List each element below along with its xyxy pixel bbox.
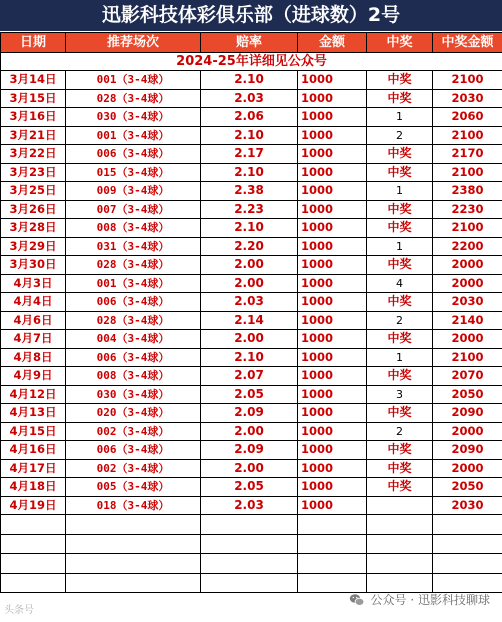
payout-cell: 2100 [433, 126, 502, 145]
date-cell: 3月25日 [1, 182, 66, 201]
tip-cell: 001（3-4球） [66, 71, 201, 90]
date-cell: 3月15日 [1, 89, 66, 108]
date-cell: 3月29日 [1, 237, 66, 256]
empty-cell [367, 534, 433, 554]
tip-cell: 001（3-4球） [66, 274, 201, 293]
empty-cell [298, 554, 367, 574]
date-cell: 4月18日 [1, 478, 66, 497]
payout-cell: 2140 [433, 311, 502, 330]
odds-cell: 2.03 [201, 293, 298, 312]
odds-cell: 2.00 [201, 274, 298, 293]
amount-cell: 1000 [298, 459, 367, 478]
result-cell: 中奖 [367, 367, 433, 386]
payout-cell: 2030 [433, 89, 502, 108]
result-cell: 中奖 [367, 71, 433, 90]
date-cell: 4月15日 [1, 422, 66, 441]
odds-cell: 2.00 [201, 330, 298, 349]
empty-cell [66, 554, 201, 574]
result-cell [367, 496, 433, 515]
amount-cell: 1000 [298, 330, 367, 349]
tip-cell: 028（3-4球） [66, 311, 201, 330]
empty-cell [201, 515, 298, 535]
tip-cell: 028（3-4球） [66, 89, 201, 108]
result-cell: 2 [367, 126, 433, 145]
header-odds: 赔率 [201, 33, 298, 53]
empty-cell [433, 573, 502, 593]
payout-cell: 2090 [433, 441, 502, 460]
result-cell: 中奖 [367, 330, 433, 349]
table-row [1, 478, 502, 497]
result-cell: 中奖 [367, 478, 433, 497]
result-cell: 2 [367, 422, 433, 441]
date-cell: 3月30日 [1, 256, 66, 275]
amount-cell: 1000 [298, 200, 367, 219]
tip-cell: 008（3-4球） [66, 219, 201, 238]
date-cell: 4月13日 [1, 404, 66, 423]
empty-cell [433, 534, 502, 554]
tip-cell: 030（3-4球） [66, 108, 201, 127]
payout-cell: 2050 [433, 385, 502, 404]
odds-cell: 2.14 [201, 311, 298, 330]
tip-cell: 009（3-4球） [66, 182, 201, 201]
odds-cell: 2.20 [201, 237, 298, 256]
header-date: 日期 [1, 33, 66, 53]
empty-cell [1, 573, 66, 593]
tip-cell: 031（3-4球） [66, 237, 201, 256]
empty-cell [201, 573, 298, 593]
empty-cell [66, 534, 201, 554]
date-cell: 4月19日 [1, 496, 66, 515]
empty-row [1, 515, 502, 535]
result-cell: 3 [367, 385, 433, 404]
table-row [1, 145, 502, 164]
payout-cell: 2050 [433, 478, 502, 497]
odds-cell: 2.09 [201, 404, 298, 423]
results-table [0, 32, 502, 593]
table-row [1, 200, 502, 219]
result-cell: 中奖 [367, 293, 433, 312]
table-row [1, 459, 502, 478]
amount-cell: 1000 [298, 237, 367, 256]
result-cell: 中奖 [367, 256, 433, 275]
payout-cell: 2030 [433, 293, 502, 312]
empty-row [1, 534, 502, 554]
amount-cell: 1000 [298, 126, 367, 145]
amount-cell: 1000 [298, 108, 367, 127]
watermark-left-text: 头条号 [4, 605, 34, 616]
odds-cell: 2.00 [201, 459, 298, 478]
empty-cell [1, 515, 66, 535]
empty-row [1, 554, 502, 574]
payout-cell: 2070 [433, 367, 502, 386]
table-row [1, 71, 502, 90]
date-cell: 4月9日 [1, 367, 66, 386]
amount-cell: 1000 [298, 367, 367, 386]
payout-cell: 2090 [433, 404, 502, 423]
table-row [1, 108, 502, 127]
empty-cell [201, 534, 298, 554]
payout-cell: 2230 [433, 200, 502, 219]
tip-cell: 028（3-4球） [66, 256, 201, 275]
table-row [1, 293, 502, 312]
result-cell: 中奖 [367, 441, 433, 460]
odds-cell: 2.23 [201, 200, 298, 219]
tip-cell: 015（3-4球） [66, 163, 201, 182]
date-cell: 3月21日 [1, 126, 66, 145]
table-row [1, 256, 502, 275]
amount-cell: 1000 [298, 274, 367, 293]
odds-cell: 2.09 [201, 441, 298, 460]
empty-cell [1, 554, 66, 574]
amount-cell: 1000 [298, 496, 367, 515]
table-row [1, 237, 502, 256]
amount-cell: 1000 [298, 441, 367, 460]
odds-cell: 2.00 [201, 422, 298, 441]
result-cell: 4 [367, 274, 433, 293]
odds-cell: 2.05 [201, 478, 298, 497]
amount-cell: 1000 [298, 219, 367, 238]
empty-cell [66, 515, 201, 535]
tip-cell: 018（3-4球） [66, 496, 201, 515]
result-cell: 1 [367, 348, 433, 367]
odds-cell: 2.03 [201, 496, 298, 515]
date-cell: 3月23日 [1, 163, 66, 182]
tip-cell: 007（3-4球） [66, 200, 201, 219]
date-cell: 3月16日 [1, 108, 66, 127]
odds-cell: 2.17 [201, 145, 298, 164]
payout-cell: 2380 [433, 182, 502, 201]
table-row [1, 274, 502, 293]
payout-cell: 2100 [433, 348, 502, 367]
tip-cell: 008（3-4球） [66, 367, 201, 386]
date-cell: 4月16日 [1, 441, 66, 460]
table-row [1, 367, 502, 386]
odds-cell: 2.06 [201, 108, 298, 127]
tip-cell: 020（3-4球） [66, 404, 201, 423]
odds-cell: 2.07 [201, 367, 298, 386]
table-row [1, 311, 502, 330]
amount-cell: 1000 [298, 89, 367, 108]
result-cell: 1 [367, 237, 433, 256]
tip-cell: 001（3-4球） [66, 126, 201, 145]
result-cell: 中奖 [367, 404, 433, 423]
amount-cell: 1000 [298, 385, 367, 404]
table-row [1, 126, 502, 145]
date-cell: 3月28日 [1, 219, 66, 238]
odds-cell: 2.10 [201, 163, 298, 182]
date-cell: 4月8日 [1, 348, 66, 367]
tip-cell: 002（3-4球） [66, 459, 201, 478]
result-cell: 1 [367, 182, 433, 201]
table-row [1, 422, 502, 441]
payout-cell: 2000 [433, 274, 502, 293]
date-cell: 4月6日 [1, 311, 66, 330]
result-cell: 1 [367, 108, 433, 127]
amount-cell: 1000 [298, 348, 367, 367]
odds-cell: 2.38 [201, 182, 298, 201]
table-row [1, 89, 502, 108]
date-cell: 3月26日 [1, 200, 66, 219]
date-cell: 3月14日 [1, 71, 66, 90]
amount-cell: 1000 [298, 71, 367, 90]
amount-cell: 1000 [298, 311, 367, 330]
table-row [1, 219, 502, 238]
date-cell: 4月12日 [1, 385, 66, 404]
empty-cell [201, 554, 298, 574]
result-cell: 中奖 [367, 219, 433, 238]
header-tip: 推荐场次 [66, 33, 201, 53]
amount-cell: 1000 [298, 404, 367, 423]
payout-cell: 2030 [433, 496, 502, 515]
tip-cell: 002（3-4球） [66, 422, 201, 441]
tip-cell: 004（3-4球） [66, 330, 201, 349]
empty-cell [433, 554, 502, 574]
sheet-title: 迅影科技体彩俱乐部（进球数）2号 [0, 0, 502, 32]
subtitle: 2024-25年详细见公众号 [1, 53, 502, 71]
table-row [1, 441, 502, 460]
odds-cell: 2.05 [201, 385, 298, 404]
table-row [1, 330, 502, 349]
tip-cell: 005（3-4球） [66, 478, 201, 497]
header-amount: 金额 [298, 33, 367, 53]
empty-cell [298, 573, 367, 593]
amount-cell: 1000 [298, 182, 367, 201]
payout-cell: 2060 [433, 108, 502, 127]
tip-cell: 006（3-4球） [66, 348, 201, 367]
header-row [1, 33, 502, 53]
subtitle-row [1, 53, 502, 71]
payout-cell: 2000 [433, 330, 502, 349]
watermark [349, 591, 490, 608]
empty-cell [367, 554, 433, 574]
empty-cell [367, 573, 433, 593]
tip-cell: 006（3-4球） [66, 293, 201, 312]
result-cell: 中奖 [367, 163, 433, 182]
payout-cell: 2000 [433, 256, 502, 275]
table-row [1, 348, 502, 367]
odds-cell: 2.00 [201, 256, 298, 275]
tip-cell: 030（3-4球） [66, 385, 201, 404]
wechat-icon [349, 592, 365, 608]
amount-cell: 1000 [298, 163, 367, 182]
tip-cell: 006（3-4球） [66, 145, 201, 164]
payout-cell: 2100 [433, 71, 502, 90]
empty-cell [367, 515, 433, 535]
header-result: 中奖 [367, 33, 433, 53]
date-cell: 4月7日 [1, 330, 66, 349]
table-row [1, 404, 502, 423]
date-cell: 4月3日 [1, 274, 66, 293]
header-payout: 中奖金额 [433, 33, 502, 53]
empty-cell [298, 534, 367, 554]
amount-cell: 1000 [298, 478, 367, 497]
empty-row [1, 573, 502, 593]
watermark-text: 公众号 · 迅影科技聊球 [370, 593, 490, 607]
odds-cell: 2.10 [201, 219, 298, 238]
empty-cell [298, 515, 367, 535]
result-cell: 中奖 [367, 459, 433, 478]
left-watermark [4, 601, 34, 616]
empty-cell [66, 573, 201, 593]
payout-cell: 2100 [433, 163, 502, 182]
empty-cell [1, 534, 66, 554]
amount-cell: 1000 [298, 422, 367, 441]
payout-cell: 2000 [433, 422, 502, 441]
payout-cell: 2170 [433, 145, 502, 164]
odds-cell: 2.10 [201, 126, 298, 145]
payout-cell: 2200 [433, 237, 502, 256]
amount-cell: 1000 [298, 145, 367, 164]
odds-cell: 2.10 [201, 348, 298, 367]
odds-cell: 2.10 [201, 71, 298, 90]
tip-cell: 006（3-4球） [66, 441, 201, 460]
amount-cell: 1000 [298, 256, 367, 275]
odds-cell: 2.03 [201, 89, 298, 108]
result-cell: 中奖 [367, 145, 433, 164]
date-cell: 4月17日 [1, 459, 66, 478]
result-cell: 2 [367, 311, 433, 330]
table-row [1, 385, 502, 404]
result-cell: 中奖 [367, 89, 433, 108]
payout-cell: 2100 [433, 219, 502, 238]
empty-cell [433, 515, 502, 535]
payout-cell: 2000 [433, 459, 502, 478]
result-cell: 中奖 [367, 200, 433, 219]
table-row [1, 182, 502, 201]
amount-cell: 1000 [298, 293, 367, 312]
date-cell: 4月4日 [1, 293, 66, 312]
date-cell: 3月22日 [1, 145, 66, 164]
table-row [1, 163, 502, 182]
table-row [1, 496, 502, 515]
